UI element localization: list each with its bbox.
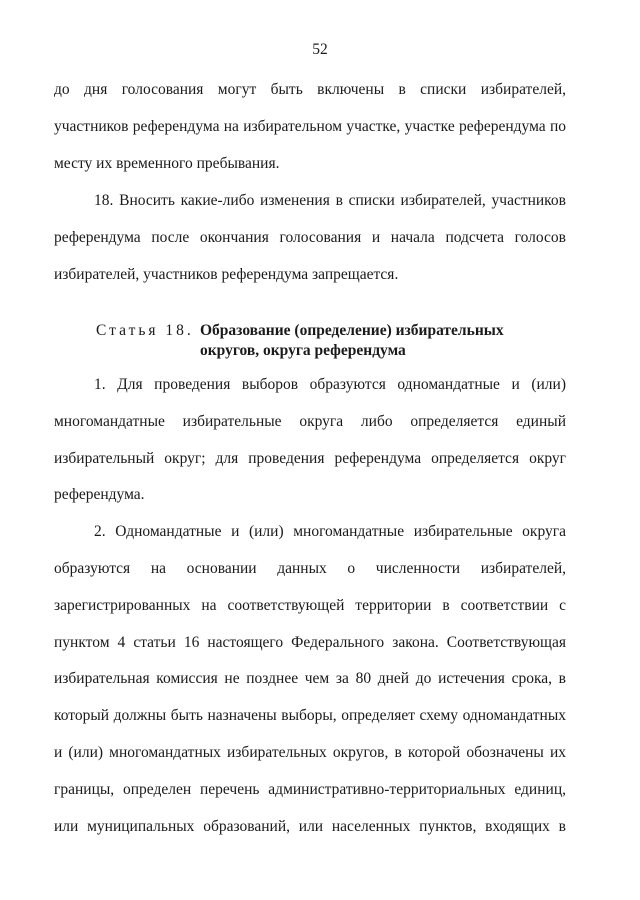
text-line: образуются на основании данных о численности избирателей, [54, 559, 566, 577]
text-line: многомандатные избирательные округа либо определяется единый [54, 412, 566, 430]
text-line: 1. Для проведения выборов образуются одномандатные и (или) [94, 376, 566, 393]
article-label: Статья 18. [96, 322, 194, 339]
text-line: и (или) многомандатных избирательных округов, в которой обозначены их [54, 743, 566, 761]
article-title [200, 321, 504, 361]
paragraph-continuation [54, 72, 566, 182]
article-title-line: округов, округа референдума [200, 342, 406, 359]
text-line: зарегистрированных на соответствующей территории в соответствии с [54, 596, 566, 614]
text-line: референдума. [54, 486, 145, 504]
article-body [54, 367, 566, 845]
page-number: 52 [312, 41, 328, 58]
text-line: избирательная комиссия не позднее чем за 80 дней до истечения срока, в [54, 670, 566, 688]
text-line: границы, определен перечень административно-территориальных единиц, [54, 780, 566, 798]
text-line: референдума после окончания голосования и начала подсчета голосов [54, 228, 566, 246]
text-line: избирателей, участников референдума запрещается. [54, 265, 399, 283]
article-title-line: Образование (определение) избирательных [200, 322, 504, 339]
text-line: 18. Вносить какие-либо изменения в списки избирателей, участников [94, 192, 566, 209]
text-line: 2. Одномандатные и (или) многомандатные избирательные округа [94, 523, 566, 541]
text-line: избирательный округ; для проведения референдума определяется округ [54, 449, 566, 467]
paragraph-18 [54, 183, 566, 293]
text-line: или муниципальных образований, или населенных пунктов, входящих в [54, 817, 566, 835]
text-line: который должны быть назначены выборы, определяет схему одномандатных [54, 707, 566, 725]
text-line: пунктом 4 статьи 16 настоящего Федерального закона. Соответствующая [54, 633, 566, 651]
text-line: до дня голосования могут быть включены в списки избирателей, [54, 81, 566, 98]
text-line: месту их временного пребывания. [54, 154, 280, 172]
text-line: участников референдума на избирательном участке, участке референдума по [54, 117, 566, 135]
